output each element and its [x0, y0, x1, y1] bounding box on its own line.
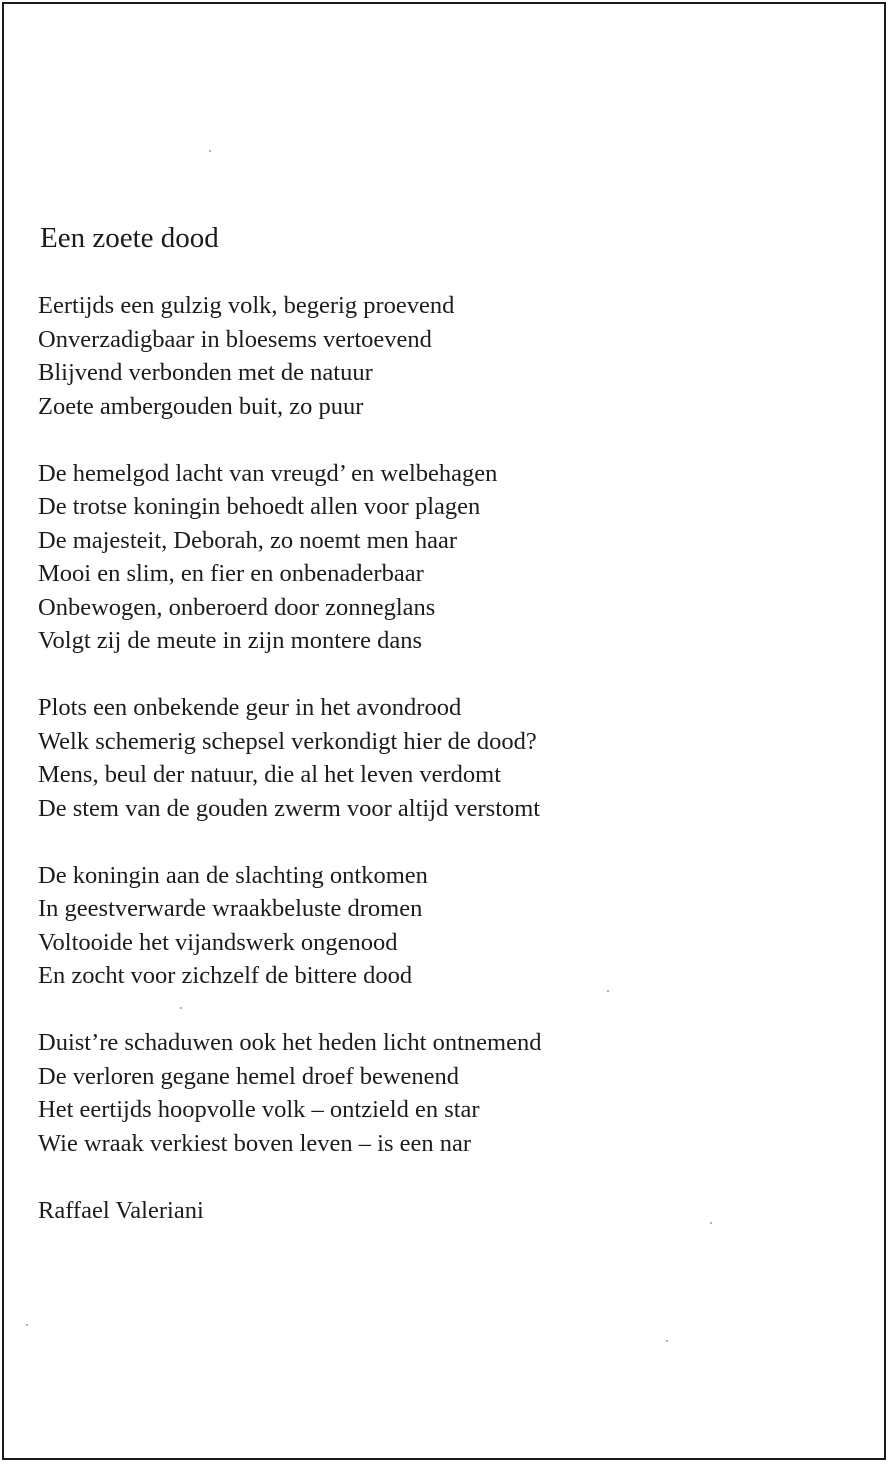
- poem-body: [38, 289, 541, 1227]
- stanza-5: [38, 1026, 541, 1160]
- poem-line: In geestverwarde wraakbeluste dromen: [38, 895, 423, 922]
- poem-line: Duist’re schaduwen ook het heden licht ontnemend: [38, 1029, 542, 1056]
- poem-line: Blijvend verbonden met de natuur: [38, 359, 373, 386]
- poem-line: Het eertijds hoopvolle volk – ontzield en star: [38, 1096, 480, 1123]
- poem-line: Onbewogen, onberoerd door zonneglans: [38, 593, 436, 621]
- poem-line: De trotse koningin behoedt allen voor plagen: [38, 493, 481, 520]
- poem-line: Plots een onbekende geur in het avondrood: [38, 694, 462, 721]
- poem-line: De stem van de gouden zwerm voor altijd verstomt: [38, 794, 541, 822]
- poem-line: Voltooide het vijandswerk ongenood: [38, 928, 398, 956]
- stanza-3: [38, 691, 541, 825]
- poem-line: De verloren gegane hemel droef bewenend: [38, 1062, 460, 1090]
- stanza-2: [38, 457, 541, 658]
- paper-speck: [26, 1324, 28, 1326]
- poem-line: De koningin aan de slachting ontkomen: [38, 861, 428, 889]
- poem-line: Volgt zij de meute in zijn montere dans: [38, 627, 422, 654]
- paper-speck: [209, 150, 211, 152]
- paper-speck: [666, 1340, 668, 1342]
- poem-line: En zocht voor zichzelf de bittere dood: [38, 962, 413, 989]
- poem-line: Eertijds een gulzig volk, begerig proevend: [38, 292, 455, 319]
- stanza-4: [38, 859, 541, 993]
- paper-speck: [180, 1007, 182, 1009]
- poem-line: Mens, beul der natuur, die al het leven verdomt: [38, 761, 502, 788]
- paper-speck: [710, 1222, 712, 1224]
- poem-line: De hemelgod lacht van vreugd’ en welbehagen: [38, 459, 498, 487]
- poem-line: Welk schemerig schepsel verkondigt hier de dood?: [38, 727, 537, 755]
- poem-line: De majesteit, Deborah, zo noemt men haar: [38, 526, 458, 554]
- poem-line: Mooi en slim, en fier en onbenaderbaar: [38, 560, 424, 587]
- stanza-1: [38, 289, 541, 423]
- poem-line: Zoete ambergouden buit, zo puur: [38, 392, 364, 420]
- poem-author: Raffael Valeriani: [38, 1196, 204, 1224]
- poem-line: Onverzadigbaar in bloesems vertoevend: [38, 325, 432, 353]
- poem-page: [2, 2, 886, 1460]
- poem-title: Een zoete dood: [40, 222, 219, 254]
- poem-line: Wie wraak verkiest boven leven – is een nar: [38, 1129, 472, 1157]
- paper-speck: [607, 990, 609, 992]
